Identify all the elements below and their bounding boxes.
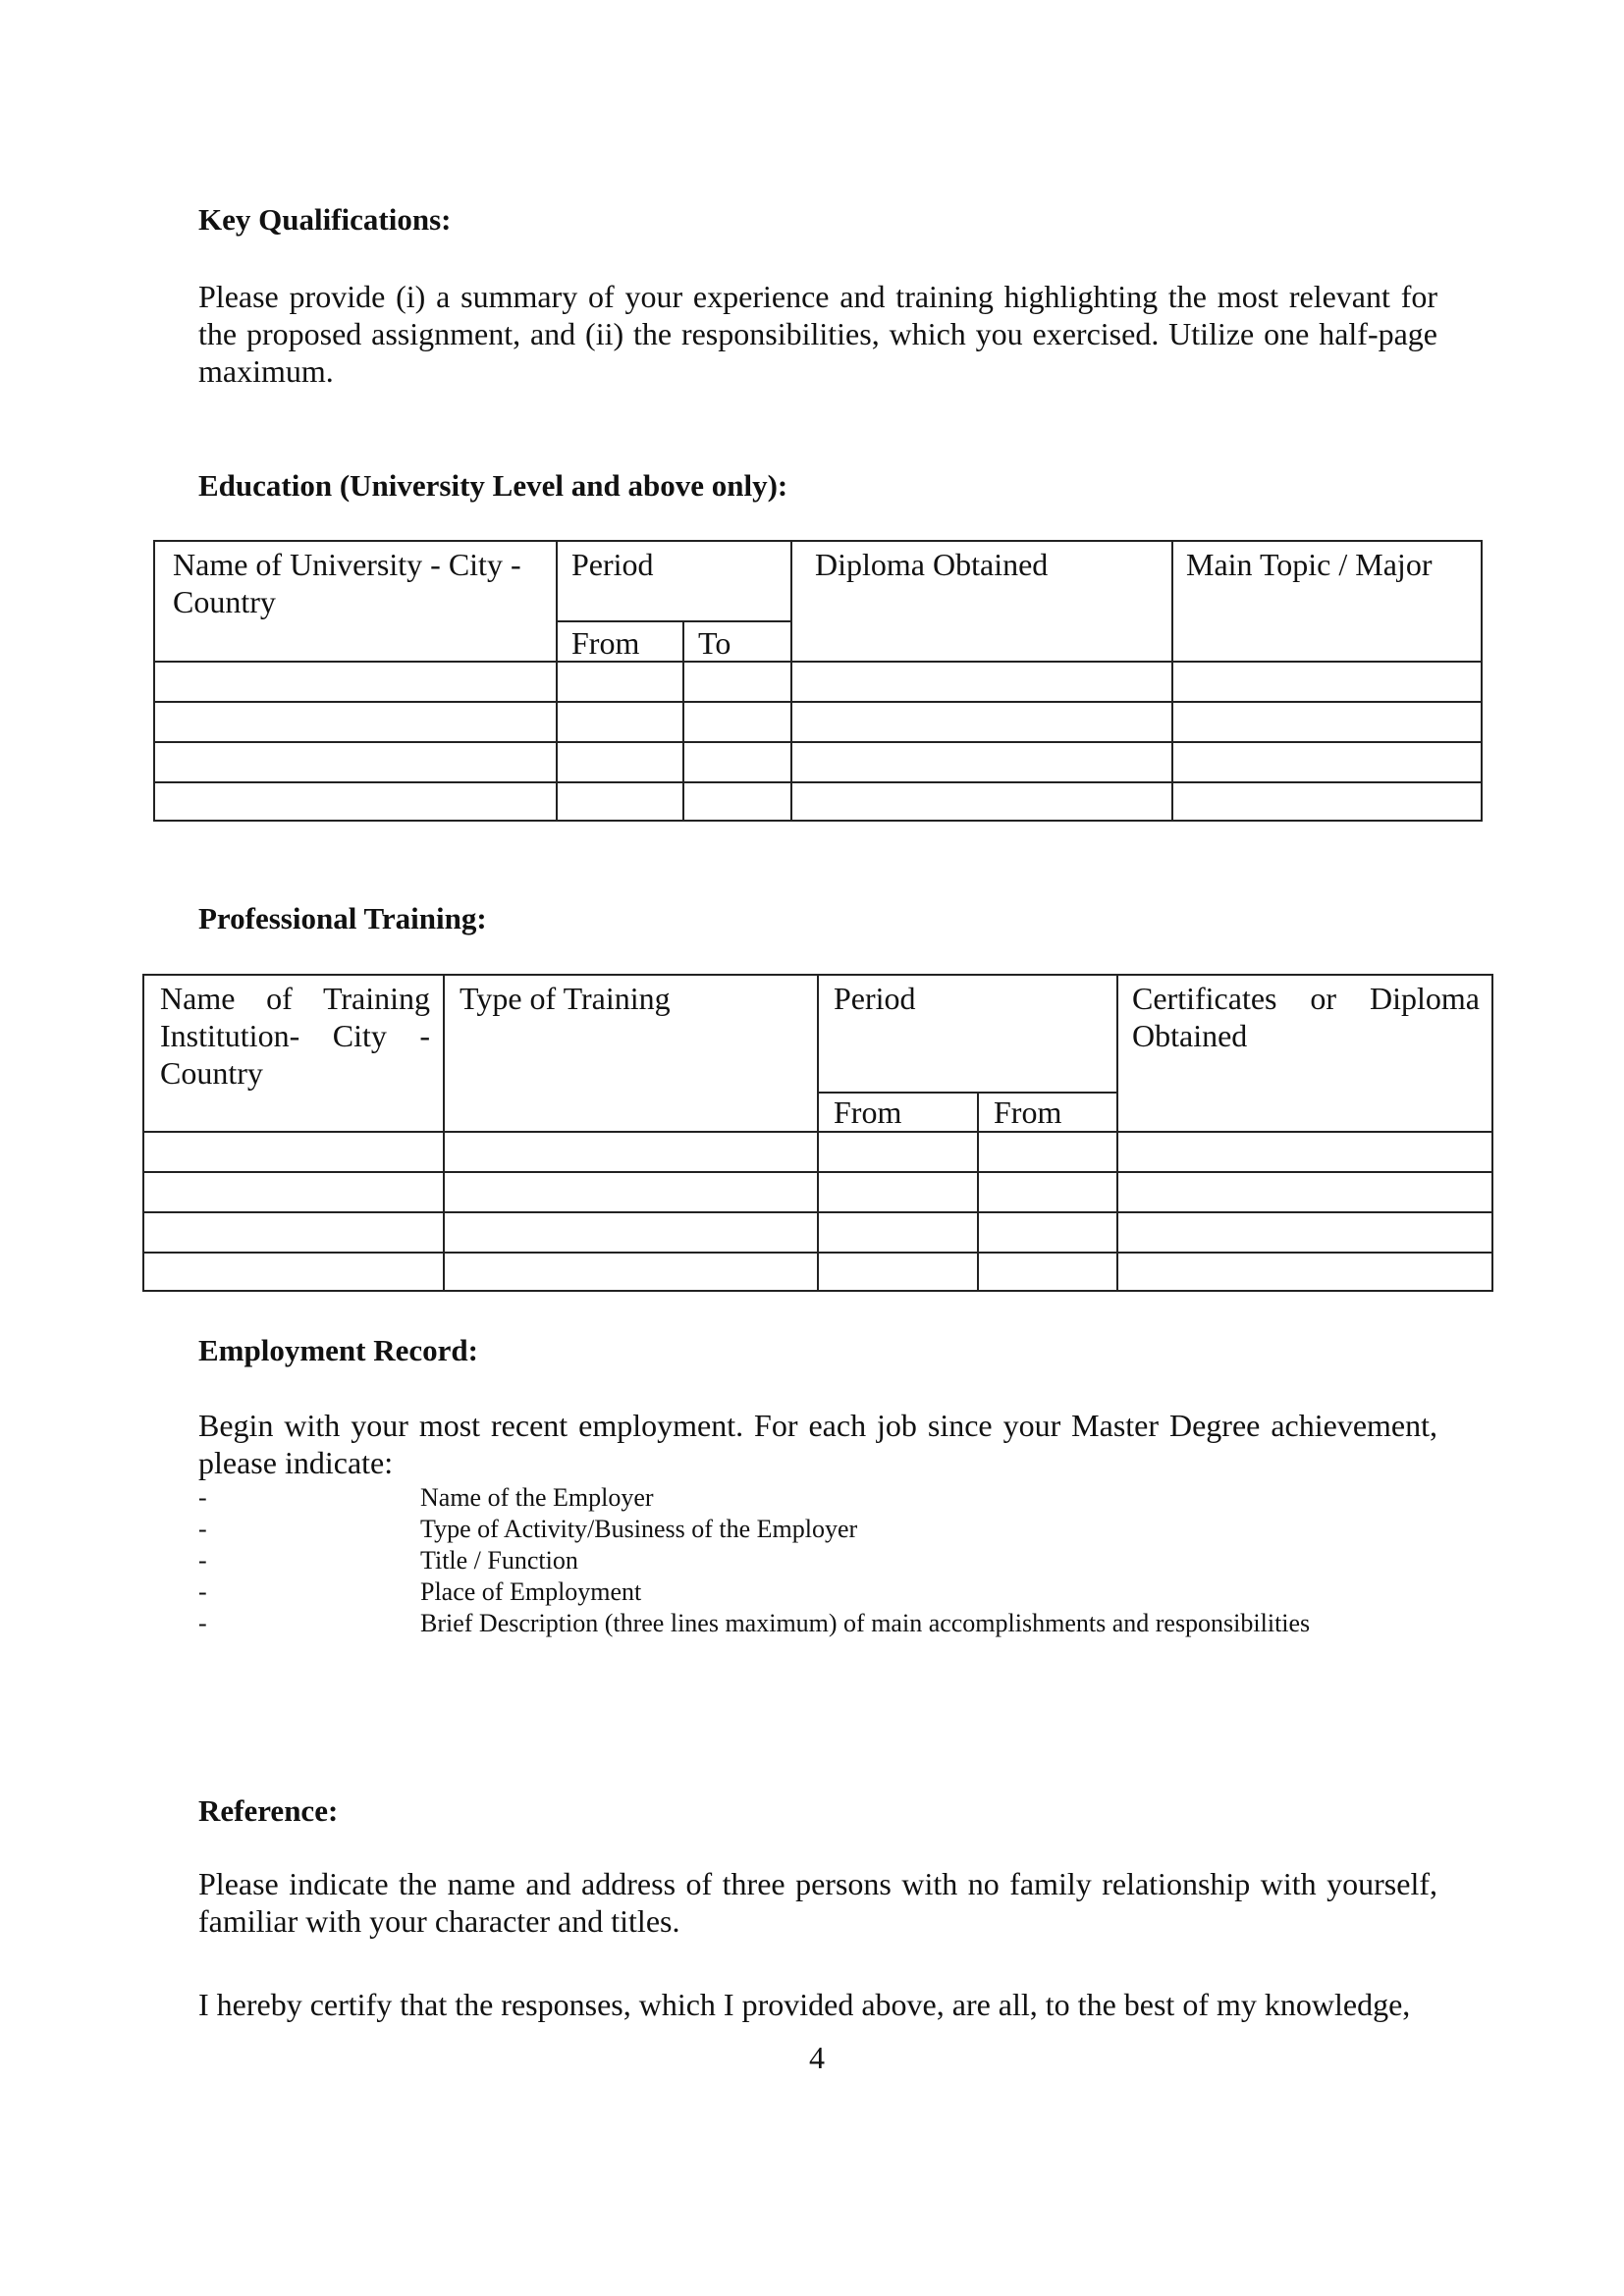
education-header-to: To bbox=[698, 625, 731, 661]
training-header-from-1: From bbox=[834, 1095, 902, 1130]
education-header-from: From bbox=[571, 625, 640, 661]
education-heading: Education (University Level and above only): bbox=[198, 468, 788, 503]
training-table bbox=[142, 974, 1493, 1292]
bullet-marker: - bbox=[198, 1546, 207, 1575]
education-header-diploma: Diploma Obtained bbox=[815, 547, 1049, 582]
employment-intro: Begin with your most recent employment. For each job since your Master Degree achievement, please indicate: bbox=[198, 1408, 1437, 1480]
bullet-marker: - bbox=[198, 1483, 207, 1512]
list-item: Title / Function bbox=[420, 1546, 578, 1575]
training-header-institution: Name of Training Institution- City - Country bbox=[160, 981, 430, 1091]
training-header-period: Period bbox=[834, 981, 916, 1016]
page-number: 4 bbox=[809, 2040, 825, 2075]
training-header-certificates: Certificates or Diploma Obtained bbox=[1132, 981, 1480, 1053]
training-header-type: Type of Training bbox=[460, 981, 671, 1016]
key-qualifications-heading: Key Qualifications: bbox=[198, 202, 452, 237]
list-item: Place of Employment bbox=[420, 1577, 642, 1606]
bullet-marker: - bbox=[198, 1609, 207, 1637]
education-table bbox=[153, 540, 1483, 822]
key-qualifications-body: Please provide (i) a summary of your experience and training highlighting the most relevant for the proposed assignment, and (ii) the responsibilities, which you exercised. Utilize one half-page maximum. bbox=[198, 279, 1437, 389]
education-header-period: Period bbox=[571, 547, 654, 582]
education-header-university: Name of University - City - Country bbox=[173, 547, 521, 619]
reference-body: Please indicate the name and address of three persons with no family relationship with yourself, familiar with your character and titles. bbox=[198, 1866, 1437, 1939]
list-item: Name of the Employer bbox=[420, 1483, 654, 1512]
employment-heading: Employment Record: bbox=[198, 1333, 478, 1367]
education-header-major: Main Topic / Major bbox=[1186, 547, 1433, 582]
certification-text: I hereby certify that the responses, which I provided above, are all, to the best of my knowledge, bbox=[198, 1987, 1411, 2022]
training-header-from-2: From bbox=[994, 1095, 1062, 1130]
reference-heading: Reference: bbox=[198, 1793, 339, 1828]
bullet-marker: - bbox=[198, 1515, 207, 1543]
training-heading: Professional Training: bbox=[198, 901, 487, 935]
list-item: Brief Description (three lines maximum) of main accomplishments and responsibilities bbox=[420, 1609, 1311, 1637]
bullet-marker: - bbox=[198, 1577, 207, 1606]
list-item: Type of Activity/Business of the Employer bbox=[420, 1515, 858, 1543]
